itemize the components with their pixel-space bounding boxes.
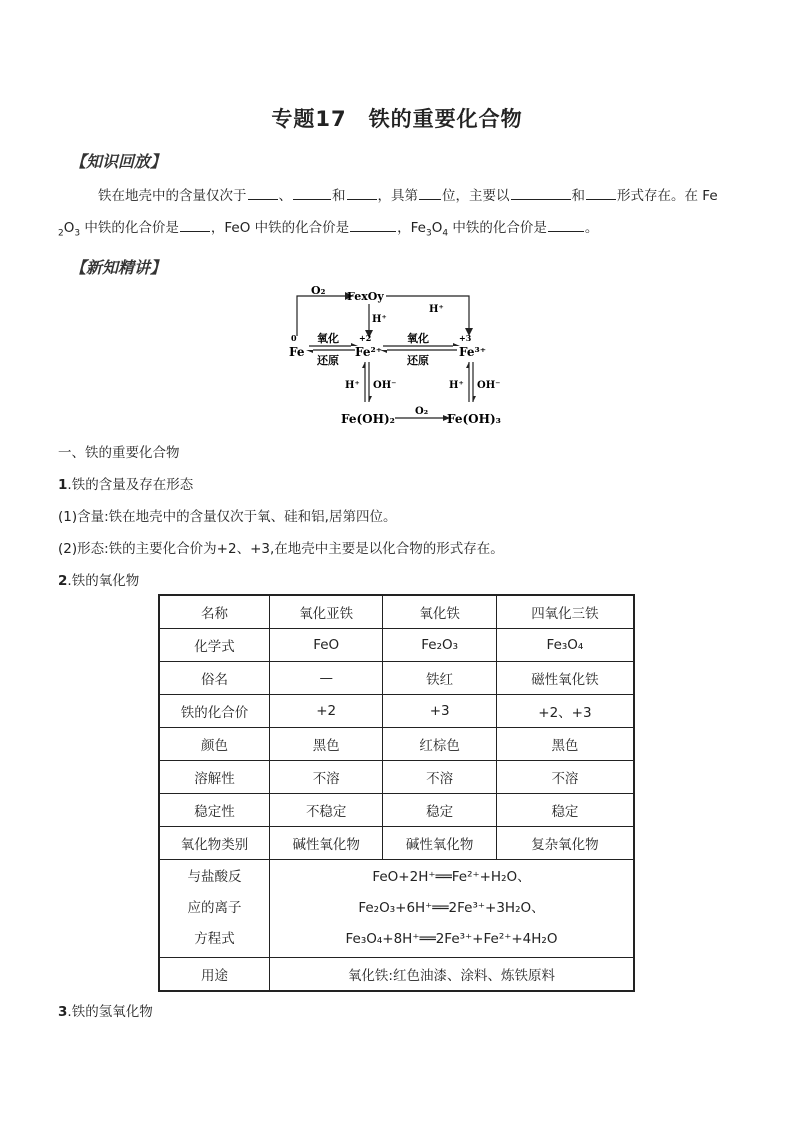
label-oxidize-1: 氧化 [317,332,339,345]
heading-number: 2 [58,573,68,589]
label-line: 与盐酸反 [187,869,242,885]
label-line: 应的离子 [187,900,242,916]
heading-text: .铁的含量及存在形态 [67,477,194,493]
table-cell: +2 [269,695,382,728]
label-oxidize-2: 氧化 [407,332,429,345]
label-fe: Fe [289,345,305,359]
table-cell: 碱性氧化物 [269,827,382,860]
label-line: 方程式 [194,931,235,947]
section-heading-review: 【知识回放】 [70,152,167,171]
label-fe3-charge: +3 [459,333,472,343]
blank-field[interactable] [548,217,584,232]
review-text: O [63,220,75,236]
label-h-plus-top: H⁺ [429,304,444,315]
table-cell: 不溶 [269,761,382,794]
table-cell: 不稳定 [269,794,382,827]
label-reduce-1: 还原 [317,354,339,367]
table-cell: — [269,662,382,695]
table-cell-label: 用途 [159,958,269,992]
equation-line: Fe₃O₄+8H⁺══2Fe³⁺+Fe²⁺+4H₂O [345,931,558,947]
review-text: 和 [571,188,585,204]
review-text: 中铁的化合价是 [448,220,547,236]
label-fe3: Fe³⁺ [459,345,487,359]
table-cell: 氧化铁 [383,595,496,629]
blank-field[interactable] [419,185,441,200]
arrow-head [306,350,313,353]
table-row [159,860,634,958]
review-text: ，FeO 中铁的化合价是 [210,220,350,236]
table-cell-label: 颜色 [159,728,269,761]
review-text: 和 [332,188,346,204]
table-cell-label: 溶解性 [159,761,269,794]
label-fe2: Fe²⁺ [355,345,383,359]
label-oh-left: OH⁻ [373,380,397,391]
blank-field[interactable] [586,185,616,200]
review-text: ，Fe [397,220,426,236]
item-form: (2)形态:铁的主要化合价为+2、+3,在地壳中主要是以化合物的形式存在。 [58,541,504,557]
table-cell: FeO [269,629,382,662]
table-cell: 四氧化三铁 [496,595,634,629]
heading-content-form [58,473,193,493]
label-h-right: H⁺ [449,380,464,391]
blank-field[interactable] [511,185,571,200]
table-cell: 铁红 [383,662,496,695]
table-cell: +3 [383,695,496,728]
label-fexoy: FexOy [347,290,384,303]
table-row [159,662,634,695]
review-text: 形式存在。在 Fe [617,188,718,204]
blank-field[interactable] [350,217,396,232]
table-cell: 红棕色 [383,728,496,761]
table-cell: Fe₂O₃ [383,629,496,662]
label-fe2-charge: +2 [359,333,372,343]
table-cell: 氧化亚铁 [269,595,382,629]
table-cell-label [159,860,269,958]
table-cell: 磁性氧化铁 [496,662,634,695]
review-text: 、 [278,188,292,204]
label-fe-charge: 0 [291,333,297,343]
table-cell-label: 名称 [159,595,269,629]
label-feoh2: Fe(OH)₂ [341,412,395,426]
review-text: O [431,220,443,236]
subscript: 2 [58,228,64,239]
blank-field[interactable] [180,217,210,232]
table-cell-equations [269,860,634,958]
heading-number: 1 [58,477,68,493]
table-cell: 黑色 [269,728,382,761]
review-paragraph [58,180,738,250]
table-cell: +2、+3 [496,695,634,728]
subscript: 4 [442,228,449,239]
table-row [159,761,634,794]
table-cell-label: 俗名 [159,662,269,695]
heading-number: 3 [58,1004,68,1020]
label-o2-top: O₂ [311,284,326,297]
table-cell: 碱性氧化物 [383,827,496,860]
label-reduce-2: 还原 [407,354,429,367]
table-cell-label: 氧化物类别 [159,827,269,860]
heading-iron-oxides [58,569,139,589]
table-cell-label: 化学式 [159,629,269,662]
section-heading-new: 【新知精讲】 [70,258,167,277]
table-row [159,794,634,827]
table-row [159,629,634,662]
page-title: 专题17 铁的重要化合物 [271,107,523,131]
review-text: 铁在地壳中的含量仅次于 [98,188,247,204]
table-cell: 稳定 [496,794,634,827]
review-text: 。 [584,220,599,236]
table-cell-use: 氧化铁:红色油漆、涂料、炼铁原料 [269,958,634,992]
table-row [159,958,634,992]
review-text: ，具第 [377,188,418,204]
table-row [159,695,634,728]
review-text: 中铁的化合价是 [80,220,179,236]
heading-iron-compounds: 一、铁的重要化合物 [58,445,180,461]
subscript: 3 [74,228,81,239]
table-cell: 不溶 [496,761,634,794]
blank-field[interactable] [248,185,278,200]
arrow-line [386,296,469,328]
equation-line: FeO+2H⁺══Fe²⁺+H₂O、 [372,869,531,885]
iron-oxides-table [158,594,635,992]
table-cell: 不溶 [383,761,496,794]
arrow-line [297,296,345,336]
item-content: (1)含量:铁在地壳中的含量仅次于氧、硅和铝,居第四位。 [58,509,397,525]
table-row [159,595,634,629]
table-cell: 复杂氧化物 [496,827,634,860]
table-cell: 稳定 [383,794,496,827]
table-cell: Fe₃O₄ [496,629,634,662]
table-row [159,827,634,860]
table-cell-label: 铁的化合价 [159,695,269,728]
label-h-left: H⁺ [345,380,360,391]
table-cell: 黑色 [496,728,634,761]
equation-line: Fe₂O₃+6H⁺══2Fe³⁺+3H₂O、 [358,900,545,916]
subscript: 3 [426,228,432,239]
heading-text: .铁的氢氧化物 [67,1004,153,1020]
review-text: 位，主要以 [442,188,510,204]
label-h-plus-mid: H⁺ [372,314,387,325]
iron-conversion-diagram [283,284,513,432]
table-row [159,728,634,761]
label-oh-right: OH⁻ [477,380,501,391]
label-feoh3: Fe(OH)₃ [447,412,501,426]
label-o2-bottom: O₂ [415,406,429,417]
heading-iron-hydroxides [58,1000,153,1020]
heading-text: .铁的氧化物 [67,573,140,589]
blank-field[interactable] [347,185,377,200]
table-cell-label: 稳定性 [159,794,269,827]
blank-field[interactable] [293,185,331,200]
